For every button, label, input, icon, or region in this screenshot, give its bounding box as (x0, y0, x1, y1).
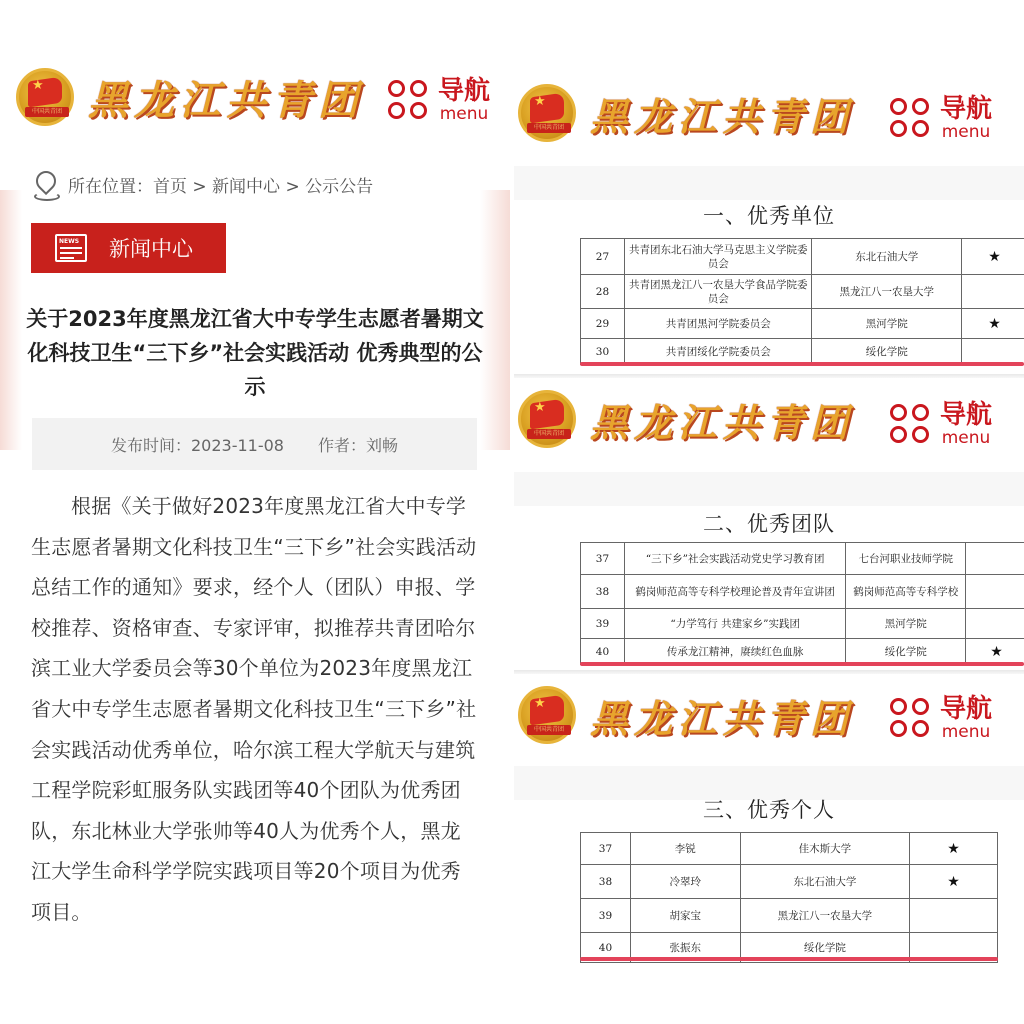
site-logo-text: 黑龙江共青团 (590, 399, 855, 445)
league-emblem-icon: ★ 中国共青团 (518, 390, 576, 448)
table-row: 40 张振东 绥化学院 (581, 933, 998, 963)
article-screen (0, 50, 510, 980)
table-row: 39 胡家宝 黑龙江八一农垦大学 (581, 899, 998, 933)
menu-grid-icon (890, 404, 932, 446)
breadcrumb-text[interactable]: 所在位置：首页 > 新闻中心 > 公示公告 (68, 176, 374, 197)
article-meta (32, 418, 477, 470)
site-logo-text: 黑龙江共青团 (88, 76, 364, 124)
site-header (518, 84, 854, 142)
league-emblem-icon: ★ 中国共青团 (16, 68, 74, 126)
site-header (518, 390, 854, 448)
article-title: 关于2023年度黑龙江省大中专学生志愿者暑期文化科技卫生“三下乡”社会实践活动 优秀典型的公示 (26, 307, 484, 399)
nav-menu-button[interactable]: 导航 menu (890, 96, 992, 141)
table-row: 38 鹤岗师范高等专科学校理论普及青年宣讲团 鹤岗师范高等专科学校 (581, 575, 1024, 609)
highlight-underline (580, 662, 1024, 666)
article-body: 根据《关于做好2023年度黑龙江省大中专学生志愿者暑期文化科技卫生“三下乡”社会实践活动总结工作的通知》要求，经个人（团队）申报、学校推荐、资格审查、专家评审，拟推荐共青团哈尔滨工业大学委员会等30个单位为2023年度黑龙江省大中专学生志愿者暑期文化科技卫生“三下乡”社会实践活动优秀单位，哈尔滨工程大学航天与建筑工程学院彩虹服务队实践团等40个团队为优秀团队，东北林业大学张帅等40人为优秀个人，黑龙江大学生命科学学院实践项目等20个项目为优秀项目。 (31, 494, 477, 924)
table-row: 37 李锐 佳木斯大学 ★ (581, 833, 998, 865)
table-row: 27 共青团东北石油大学马克思主义学院委员会 东北石油大学 ★ (581, 239, 1024, 275)
table-row: 29 共青团黑河学院委员会 黑河学院 ★ (581, 309, 1024, 339)
excellent-units-screen (514, 62, 1024, 374)
publish-time: 发布时间：2023-11-08 (110, 435, 284, 455)
highlight-underline (580, 362, 1024, 366)
table-row: 28 共青团黑龙江八一农垦大学食品学院委员会 黑龙江八一农垦大学 (581, 275, 1024, 309)
table-row: 37 “三下乡”社会实践活动党史学习教育团 七台河职业技师学院 (581, 543, 1024, 575)
table-row: 40 传承龙江精神，赓续红色血脉 绥化学院 ★ (581, 639, 1024, 665)
site-header (16, 68, 364, 126)
newspaper-icon: NEWS (55, 234, 87, 262)
excellent-individuals-screen (514, 674, 1024, 970)
league-emblem-icon: ★ 中国共青团 (518, 84, 576, 142)
author: 作者：刘畅 (317, 435, 398, 455)
section-heading: 一、优秀单位 (703, 204, 835, 228)
excellent-teams-screen (514, 378, 1024, 670)
location-pin-icon (32, 170, 58, 198)
menu-grid-icon (890, 98, 932, 140)
results-table (580, 832, 998, 963)
results-table (580, 238, 1024, 365)
section-heading: 三、优秀个人 (703, 798, 835, 822)
nav-menu-button[interactable]: 导航 menu (388, 78, 490, 123)
table-row: 38 冷翠玲 东北石油大学 ★ (581, 865, 998, 899)
league-emblem-icon: ★ 中国共青团 (518, 686, 576, 744)
breadcrumb (32, 170, 373, 198)
nav-menu-button[interactable]: 导航 menu (890, 402, 992, 447)
site-logo-text: 黑龙江共青团 (590, 93, 855, 139)
section-heading: 二、优秀团队 (703, 512, 835, 536)
site-header (518, 686, 854, 744)
site-logo-text: 黑龙江共青团 (590, 695, 855, 741)
section-tag-news[interactable] (31, 223, 226, 273)
section-label: 新闻中心 (109, 237, 193, 261)
menu-grid-icon (388, 80, 430, 122)
highlight-underline (580, 957, 998, 961)
menu-grid-icon (890, 698, 932, 740)
table-row: 30 共青团绥化学院委员会 绥化学院 (581, 339, 1024, 365)
results-table (580, 542, 1024, 665)
table-row: 39 “力学笃行 共建家乡”实践团 黑河学院 (581, 609, 1024, 639)
background-decoration (0, 190, 22, 450)
nav-menu-button[interactable]: 导航 menu (890, 696, 992, 741)
